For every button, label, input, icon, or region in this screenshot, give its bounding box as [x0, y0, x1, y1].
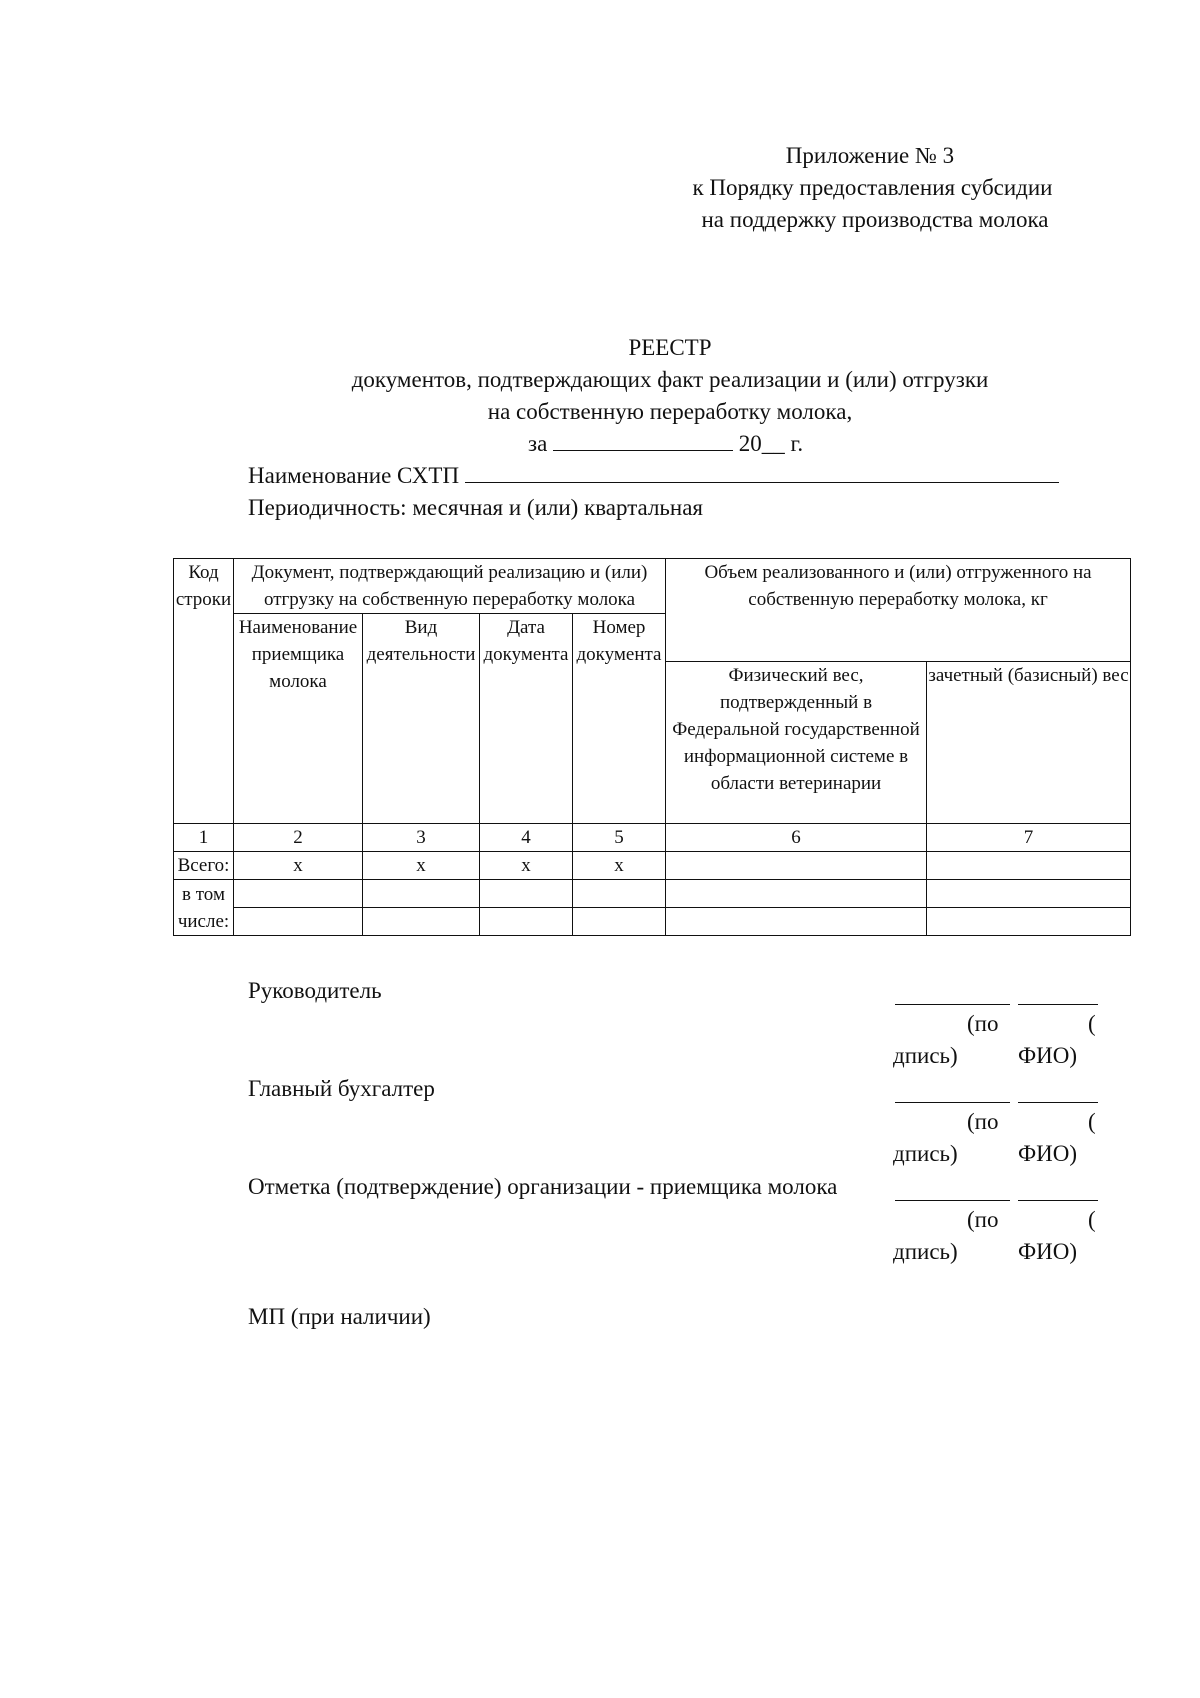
seal-label: МП (при наличии) [248, 1304, 431, 1329]
total-mark: х [480, 852, 573, 880]
col-num-5: 5 [573, 824, 666, 852]
periodicity-text: Периодичность: месячная и (или) квартальная [248, 495, 704, 520]
period-line [528, 428, 803, 460]
table-cell [480, 908, 573, 936]
table-cell [666, 908, 927, 936]
fio-caption-2: ФИО) [1018, 1043, 1078, 1068]
table-cell [666, 880, 927, 908]
name-label: Наименование СХТП [248, 463, 460, 488]
column-number-row [174, 824, 1131, 852]
table-cell [573, 880, 666, 908]
including-row-1 [174, 880, 1131, 908]
header-code: Код строки [174, 559, 234, 824]
signature-caption-2: дпись) [893, 1141, 958, 1166]
table-cell [573, 908, 666, 936]
including-label-1: в том [182, 883, 225, 905]
header-physical-weight: Физический вес, подтвержденный в Федеральной государственной информационной системе в области ветеринарии [666, 662, 927, 824]
signature-line [895, 1004, 1010, 1005]
total-mark: х [573, 852, 666, 880]
col-num-1: 1 [174, 824, 234, 852]
period-year: 20__ г. [738, 431, 804, 456]
signature-caption-1: (по [967, 1207, 999, 1232]
document-subtitle-1: документов, подтверждающих факт реализации и (или) отгрузки [351, 367, 989, 392]
name-field [248, 460, 1059, 492]
table-cell [234, 908, 363, 936]
receiver-mark-label: Отметка (подтверждение) организации - приемщика молока [248, 1174, 838, 1199]
fio-line [1018, 1102, 1098, 1103]
table-cell [363, 880, 480, 908]
name-blank [465, 460, 1059, 483]
fio-caption-1: ( [1088, 1011, 1096, 1036]
total-mark: х [234, 852, 363, 880]
signature-caption-2: дпись) [893, 1043, 958, 1068]
including-label [174, 880, 234, 936]
signature-line [895, 1200, 1010, 1201]
total-physical-cell [666, 852, 927, 880]
total-row [174, 852, 1131, 880]
header-activity: Вид деятельности [363, 614, 480, 824]
register-table [173, 558, 1131, 936]
fio-caption-2: ФИО) [1018, 1239, 1078, 1264]
header-date: Дата документа [480, 614, 573, 824]
header-volume-group: Объем реализованного и (или) отгруженного на собственную переработку молока, кг [666, 559, 1131, 662]
signature-line [895, 1102, 1010, 1103]
header-number: Номер документа [573, 614, 666, 824]
col-num-6: 6 [666, 824, 927, 852]
fio-caption-1: ( [1088, 1207, 1096, 1232]
total-label: Всего: [174, 852, 234, 880]
col-num-3: 3 [363, 824, 480, 852]
col-num-4: 4 [480, 824, 573, 852]
total-credit-cell [927, 852, 1131, 880]
table-cell [927, 880, 1131, 908]
table-cell [927, 908, 1131, 936]
including-row-2 [174, 908, 1131, 936]
annex-line-1: Приложение № 3 [785, 143, 955, 168]
period-prefix: за [528, 431, 548, 456]
fio-caption-1: ( [1088, 1109, 1096, 1134]
header-receiver: Наименование приемщика молока [234, 614, 363, 824]
period-blank [553, 428, 733, 451]
fio-line [1018, 1200, 1098, 1201]
annex-line-2: к Порядку предоставления субсидии [692, 175, 1053, 200]
signature-caption-1: (по [967, 1011, 999, 1036]
table-cell [480, 880, 573, 908]
signature-caption-1: (по [967, 1109, 999, 1134]
col-num-7: 7 [927, 824, 1131, 852]
signature-caption-2: дпись) [893, 1239, 958, 1264]
table-cell [234, 880, 363, 908]
header-document-group: Документ, подтверждающий реализацию и (или) отгрузку на собственную переработку молока [234, 559, 666, 614]
header-credit-weight: зачетный (базисный) вес [927, 662, 1131, 824]
annex-line-3: на поддержку производства молока [701, 207, 1049, 232]
table-cell [363, 908, 480, 936]
document-title: РЕЕСТР [628, 335, 712, 360]
col-num-2: 2 [234, 824, 363, 852]
document-subtitle-2: на собственную переработку молока, [487, 399, 853, 424]
fio-line [1018, 1004, 1098, 1005]
signer-head-label: Руководитель [248, 978, 382, 1003]
total-mark: х [363, 852, 480, 880]
fio-caption-2: ФИО) [1018, 1141, 1078, 1166]
signer-chief-accountant-label: Главный бухгалтер [248, 1076, 435, 1101]
including-label-2: числе: [177, 910, 230, 932]
